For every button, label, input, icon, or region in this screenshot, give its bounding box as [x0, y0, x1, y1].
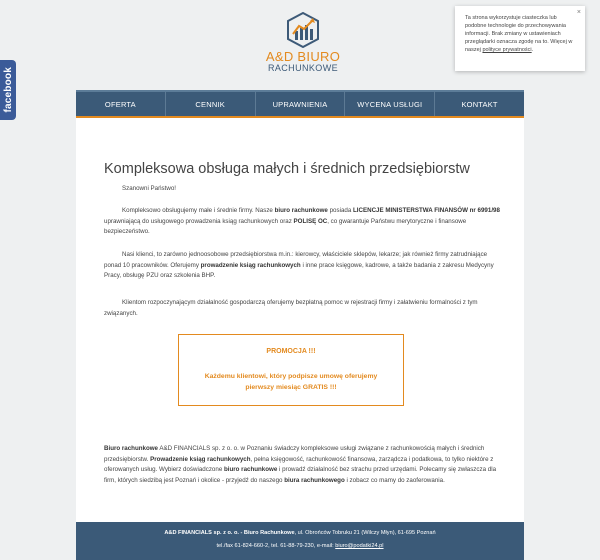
footer-address	[76, 530, 524, 536]
promo-line: pierwszy miesiąc GRATIS !!!	[245, 384, 337, 391]
paragraph-clients	[104, 250, 500, 282]
text-span: i zobacz co mamy do zaoferowania.	[344, 476, 445, 484]
footer	[76, 522, 524, 560]
promo-text	[179, 371, 403, 393]
bold-text: biuro rachunkowe	[274, 207, 328, 214]
nav-oferta[interactable]: OFERTA	[76, 92, 166, 116]
bold-text: prowadzenie ksiąg rachunkowych	[200, 261, 301, 269]
text-span: A&D FINANCIALS sp. z o. o. w Poznaniu świadczy kompleksowe usługi związane z rachunkowością małych i średnich przedsiębiorstw.	[104, 445, 485, 463]
bold-text: biuro rachunkowe	[223, 466, 278, 473]
cookie-notice	[455, 6, 585, 71]
bold-text: biura rachunkowego	[284, 476, 345, 484]
text-span: , pełna księgowość, rachunkowość finansowa, zarządcza i podatkowa, to tylko niektóre z oferowanych usług. Wybierz doświadczone	[104, 455, 494, 473]
greeting: Szanowni Państwo!	[122, 185, 176, 192]
footer-company: A&D FINANCIALS sp. z o. o. - Biuro Rachunkowe	[164, 530, 295, 536]
bold-text: LICENCJE MINISTERSTWA FINANSÓW nr 6991/98	[353, 207, 500, 214]
bold-text: Prowadzenie ksiąg rachunkowych	[150, 455, 251, 463]
page-title: Kompleksowa obsługa małych i średnich przedsiębiorstw	[104, 160, 470, 177]
cookie-close-button[interactable]: ×	[576, 9, 581, 16]
text-span: posiada	[327, 207, 353, 214]
nav-kontakt[interactable]: KONTAKT	[461, 99, 498, 109]
text-span: Kompleksowo obsługujemy małe i średnie firmy. Nasze	[122, 207, 275, 214]
footer-contact	[76, 543, 524, 549]
paragraph-startups: Klientom rozpoczynającym działalność gospodarczą oferujemy bezpłatną pomoc w rejestracji firmy i załatwieniu formalności z tym związanych.	[104, 299, 478, 317]
paragraph-licence	[104, 206, 500, 238]
text-span: uprawniającą do usługowego prowadzenia ksiąg rachunkowych oraz	[104, 217, 294, 225]
nav-wycena-uslugi[interactable]: WYCENA USŁUGI	[345, 92, 435, 116]
nav-uprawnienia[interactable]: UPRAWNIENIA	[256, 92, 346, 116]
cookie-text-end: .	[531, 47, 534, 53]
bold-text: POLISĘ OC	[293, 217, 328, 225]
footer-phone: tel./fax 61-824-660-2, tel. 61-88-79-230, e-mail:	[216, 543, 336, 549]
logo-subtitle: RACHUNKOWE	[267, 63, 338, 73]
logo-brand: A&D BIURO	[265, 49, 341, 64]
facebook-label: facebook	[2, 67, 14, 113]
text-span: , co gwarantuje Państwu merytoryczne i finansowe bezpieczeństwo.	[104, 217, 467, 235]
bold-text: Biuro rachunkowe	[104, 445, 158, 452]
text-span: Nasi klienci, to zarówno jednoosobowe przedsiębiorstwa m.in.: kierowcy, właściciele sklepów, lekarze; jak również firmy zatrudniające ponad 10 pracowników. Oferujemy	[104, 251, 488, 269]
main-nav	[76, 90, 524, 116]
main-content	[76, 118, 524, 522]
cookie-text: Ta strona wykorzystuje ciasteczka lub podobne technologie do przechowywania informacji. Brak zmiany w ustawieniach przeglądarki oznacza zgodę na to. Więcej w naszej	[465, 15, 573, 53]
privacy-policy-link[interactable]: polityce prywatności	[482, 47, 532, 53]
logo[interactable]	[255, 12, 351, 74]
paragraph-about	[104, 444, 500, 486]
promo-line: Każdemu klientowi, który podpisze umowę oferujemy	[204, 373, 378, 380]
promo-title: PROMOCJA !!!	[266, 348, 316, 355]
facebook-tab[interactable]	[0, 60, 16, 120]
text-span: i inne prace księgowe, kadrowe, a także badania z zakresu Medycyny Pracy, obsługę PZU oraz szkolenia BHP.	[104, 261, 494, 279]
text-span: i prowadź działalność bez strachu przed urzędami. Polecamy się zwłaszcza dla firm, których siedzibą jest Poznań i okolice - przyjedź do naszego	[104, 466, 497, 484]
promo-box	[178, 334, 404, 406]
footer-address-text: , ul. Obrońców Tobruku 21 (Wilczy Młyn), 61-695 Poznań	[294, 530, 436, 536]
nav-cennik[interactable]: CENNIK	[166, 92, 256, 116]
chart-logo-icon	[286, 12, 320, 48]
footer-email-link[interactable]: biuro@podatki24.pl	[335, 543, 384, 549]
